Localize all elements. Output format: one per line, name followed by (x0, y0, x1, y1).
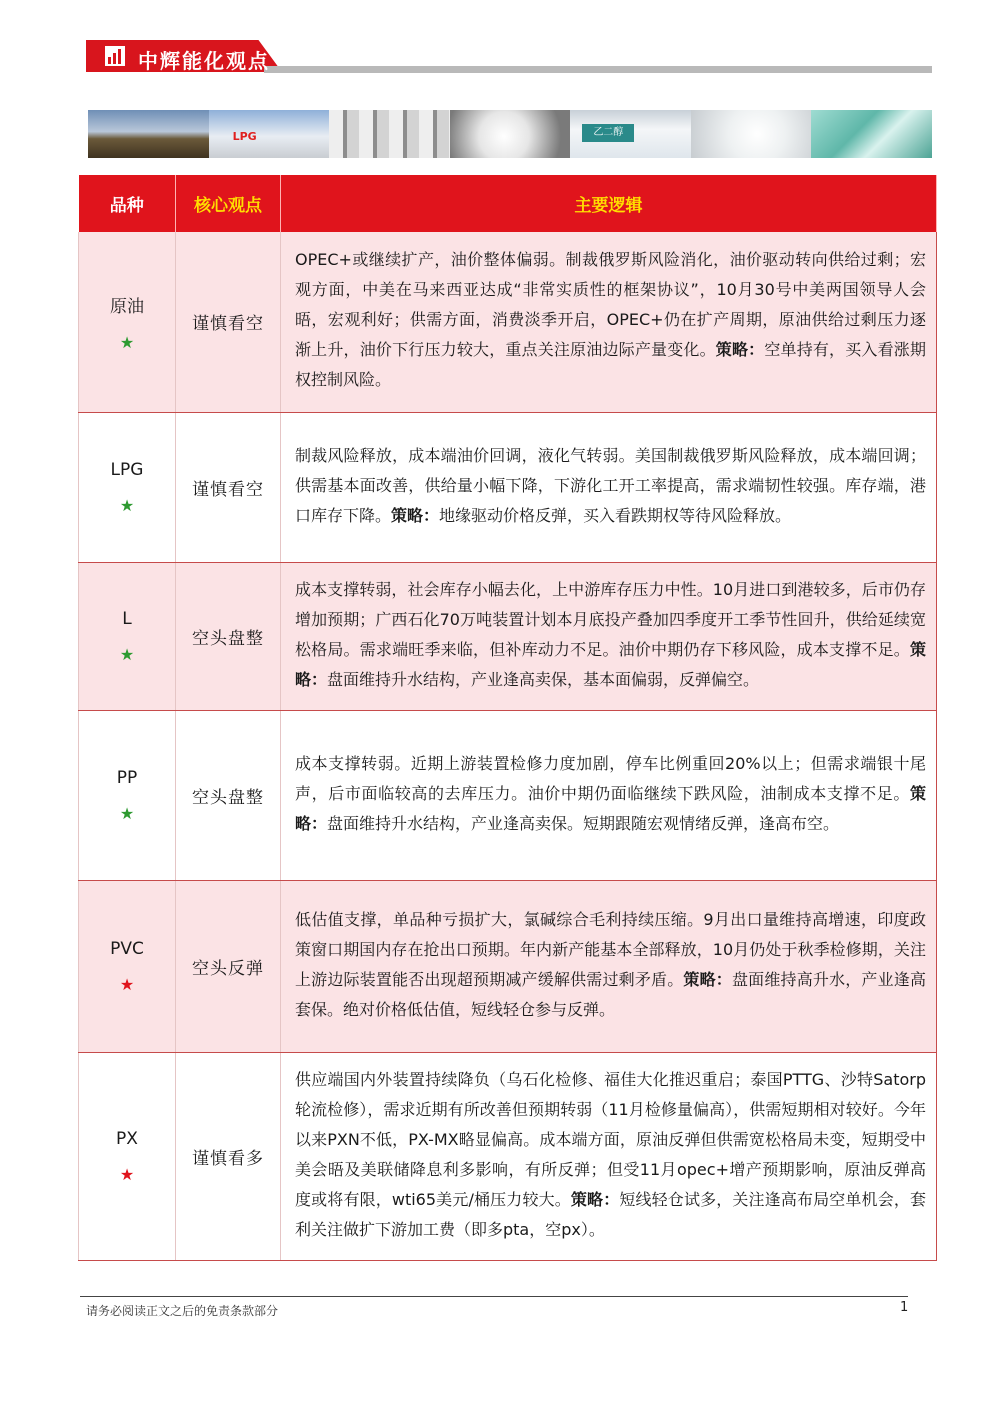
strategy-text: 盘面维持升水结构，产业逢高卖保，基本面偏弱，反弹偏空。 (327, 669, 760, 689)
viewpoint-table (78, 175, 937, 1261)
bottle-label: 乙二醇 (582, 124, 634, 142)
rating-star-icon: ★ (119, 974, 135, 994)
oil-pump-photo (88, 110, 209, 158)
main-logic-cell (281, 232, 937, 412)
core-view-cell: 谨慎看空 (176, 232, 281, 412)
logic-text: 成本支撑转弱，社会库存小幅去化，上中游库存压力中性。10月进口到港较多，后市仍存增加预期；广西石化70万吨装置计划本月底投产叠加四季度开工季节性回升，供给延续宽松格局。需求端旺季来临，但补库动力不足。油价中期仍存下移风险，成本支撑不足。 (295, 579, 926, 659)
glycol-bottle-photo (570, 110, 691, 158)
core-view-cell: 空头反弹 (176, 880, 281, 1052)
strategy-label: 策略： (715, 340, 765, 360)
main-logic-cell (281, 562, 937, 710)
main-logic-cell (281, 1052, 937, 1260)
header-gray-rule (264, 66, 932, 73)
strategy-label: 策略： (683, 969, 732, 989)
table-row (79, 710, 937, 880)
strategy-text: 短线轻仓试多，关注逢高布局空单机会，套利关注做扩下游加工费（即多pta，空px）。 (295, 1189, 926, 1239)
pipes-photo (329, 110, 450, 158)
main-logic-cell (281, 412, 937, 562)
variety-cell (79, 880, 176, 1052)
table-row (79, 562, 937, 710)
logic-text: 成本支撑转弱。近期上游装置检修力度加剧，停车比例重回20%以上；但需求端银十尾声，后市面临较高的去库压力。油价中期仍面临继续下跌风险，油制成本支撑不足。 (295, 753, 926, 803)
rating-star-icon: ★ (119, 1164, 135, 1184)
table-row (79, 412, 937, 562)
variety-cell (79, 1052, 176, 1260)
footer-divider (80, 1296, 908, 1297)
rating-star-icon: ★ (119, 644, 135, 664)
rating-star-icon: ★ (119, 495, 135, 515)
variety-name: 原油 (110, 296, 144, 317)
logic-text: OPEC+或继续扩产，油价整体偏弱。制裁俄罗斯风险消化，油价驱动转向供给过剩；宏观方面，中美在马来西亚达成“非常实质性的框架协议”，10月30号中美两国领导人会晤，宏观利好；供需方面，消费淡季开启，OPEC+仍在扩产周期，原油供给过剩压力逐渐上升，油价下行压力较大，重点关注原油边际产量变化。 (295, 250, 926, 360)
core-view-cell: 谨慎看空 (176, 412, 281, 562)
table-header-row (79, 175, 937, 232)
strategy-text: 盘面维持升水结构，产业逢高卖保。短期跟随宏观情绪反弹，逢高布空。 (327, 813, 840, 833)
table-row (79, 880, 937, 1052)
variety-cell (79, 412, 176, 562)
variety-name: LPG (110, 459, 144, 480)
main-logic-cell (281, 880, 937, 1052)
bar-chart-icon (104, 45, 126, 67)
table-row (79, 1052, 937, 1260)
strategy-text: 盘面维持高升水，产业逢高套保。绝对价格低估值，短线轻仓参与反弹。 (295, 969, 926, 1019)
col-header-variety: 品种 (79, 175, 176, 232)
header-title: 中辉能化观点 (138, 49, 270, 73)
strategy-text: 地缘驱动价格反弹，买入看跌期权等待风险释放。 (439, 505, 792, 525)
strategy-label: 策略： (570, 1189, 620, 1209)
variety-name: L (122, 608, 132, 629)
lpg-tank-label: LPG (232, 130, 257, 143)
variety-cell (79, 232, 176, 412)
pellets-photo (450, 110, 571, 158)
strategy-text: 空单持有，买入看涨期权控制风险。 (295, 340, 926, 390)
variety-name: PX (116, 1128, 138, 1149)
main-logic-cell (281, 710, 937, 880)
col-header-main-logic: 主要逻辑 (281, 175, 937, 232)
variety-name: PP (116, 767, 138, 788)
report-header (86, 40, 932, 74)
lpg-tank-photo (209, 110, 330, 158)
footer-disclaimer: 请务必阅读正文之后的免责条款部分 (86, 1304, 279, 1318)
rating-star-icon: ★ (119, 332, 135, 352)
glass-sheets-photo (811, 110, 932, 158)
strategy-label: 策略： (391, 505, 440, 525)
strategy-label: 策略： (295, 783, 926, 833)
variety-cell (79, 562, 176, 710)
page-number: 1 (900, 1300, 909, 1315)
core-view-cell: 空头盘整 (176, 710, 281, 880)
logic-text: 供应端国内外装置持续降负（乌石化检修、福佳大化推迟重启；泰国PTTG、沙特Satorp轮流检修），需求近期有所改善但预期转弱（11月检修量偏高），供需短期相对较好。今年以来PXN不低，PX-MX略显偏高。成本端方面，原油反弹但供需宽松格局未变，短期受中美会晤及美联储降息利多影响，有所反弹；但受11月opec+增产预期影响，原油反弹高度或将有限，wti65美元/桶压力较大。 (295, 1069, 926, 1209)
table-row (79, 232, 937, 412)
strategy-label: 策略： (295, 639, 926, 689)
logic-text: 制裁风险释放，成本端油价回调，液化气转弱。美国制裁俄罗斯风险释放，成本端回调；供需基本面改善，供给量小幅下降，下游化工开工率提高，需求端韧性较强。库存端，港口库存下降。 (295, 445, 926, 525)
core-view-cell: 空头盘整 (176, 562, 281, 710)
variety-cell (79, 710, 176, 880)
core-view-cell: 谨慎看多 (176, 1052, 281, 1260)
banner-strip (88, 110, 932, 158)
rating-star-icon: ★ (119, 803, 135, 823)
granules-photo (691, 110, 812, 158)
logic-text: 低估值支撑，单品种亏损扩大，氯碱综合毛利持续压缩。9月出口量维持高增速，印度政策窗口期国内存在抢出口预期。年内新产能基本全部释放，10月仍处于秋季检修期，关注上游边际装置能否出现超预期减产缓解供需过剩矛盾。 (295, 909, 926, 989)
col-header-core-view: 核心观点 (176, 175, 281, 232)
variety-name: PVC (110, 938, 144, 959)
